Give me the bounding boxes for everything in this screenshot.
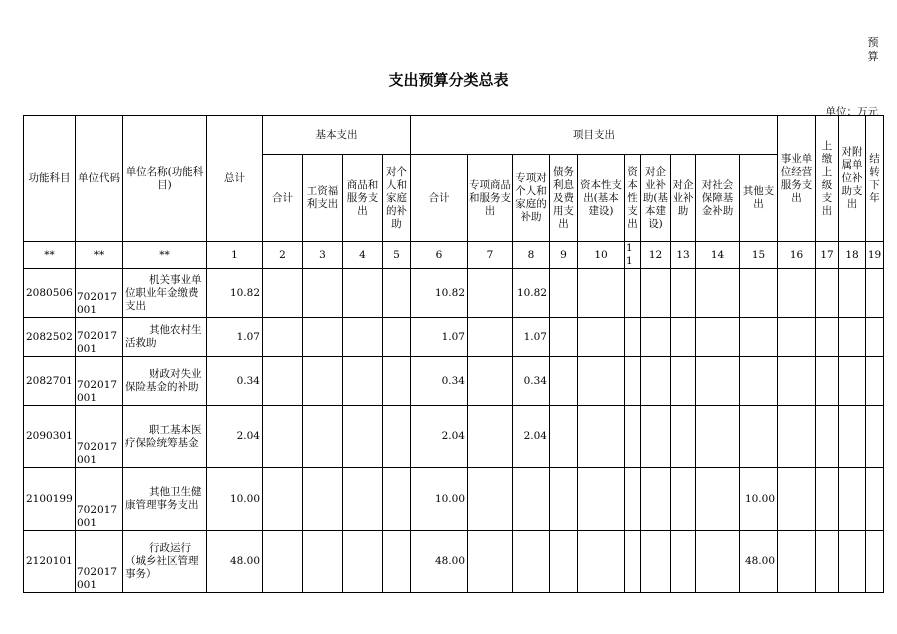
row-project-other: 48.00 [740, 531, 778, 593]
empty-cell [816, 357, 839, 406]
index-cell: ** [76, 242, 123, 269]
empty-cell [343, 269, 383, 318]
empty-cell [578, 406, 625, 468]
header-project-goods: 专项商品和服务支出 [468, 155, 513, 242]
empty-cell [839, 531, 866, 593]
empty-cell [839, 468, 866, 531]
row-project-personal [513, 468, 550, 531]
empty-cell [866, 468, 884, 531]
empty-cell [383, 357, 411, 406]
index-cell: 2 [263, 242, 303, 269]
empty-cell [263, 468, 303, 531]
empty-cell [696, 406, 740, 468]
empty-cell [468, 357, 513, 406]
row-unit-name: 财政对失业保险基金的补助 [123, 357, 207, 406]
row-unit-code: 702017001 [76, 468, 123, 531]
empty-cell [468, 468, 513, 531]
empty-cell [303, 318, 343, 357]
row-project-other [740, 357, 778, 406]
empty-cell [839, 406, 866, 468]
row-project-total: 0.34 [411, 357, 468, 406]
index-cell: 16 [778, 242, 816, 269]
row-project-other: 10.00 [740, 468, 778, 531]
empty-cell [816, 531, 839, 593]
index-cell: 13 [671, 242, 696, 269]
empty-cell [625, 406, 641, 468]
empty-cell [778, 406, 816, 468]
row-project-other [740, 406, 778, 468]
row-project-personal: 2.04 [513, 406, 550, 468]
index-cell: 14 [696, 242, 740, 269]
row-project-personal: 0.34 [513, 357, 550, 406]
header-project-other: 其他支出 [740, 155, 778, 242]
empty-cell [866, 318, 884, 357]
row-total: 48.00 [207, 531, 263, 593]
index-cell: ** [123, 242, 207, 269]
row-unit-code: 702017001 [76, 406, 123, 468]
empty-cell [550, 357, 578, 406]
row-project-total: 1.07 [411, 318, 468, 357]
empty-cell [303, 468, 343, 531]
header-project-enterprise-build: 对企业补助(基本建设) [641, 155, 671, 242]
empty-cell [778, 318, 816, 357]
index-cell: 5 [383, 242, 411, 269]
empty-cell [383, 531, 411, 593]
header-project-debt: 债务利息及费用支出 [550, 155, 578, 242]
index-cell: 7 [468, 242, 513, 269]
empty-cell [303, 531, 343, 593]
empty-cell [816, 269, 839, 318]
header-unit-name: 单位名称(功能科目) [123, 116, 207, 242]
empty-cell [263, 406, 303, 468]
header-project-group: 项目支出 [411, 116, 778, 155]
empty-cell [671, 531, 696, 593]
header-project-social-fund: 对社会保障基金补助 [696, 155, 740, 242]
row-unit-name: 其他农村生活救助 [123, 318, 207, 357]
empty-cell [263, 318, 303, 357]
row-project-total: 10.00 [411, 468, 468, 531]
empty-cell [696, 531, 740, 593]
empty-cell [625, 468, 641, 531]
empty-cell [816, 468, 839, 531]
empty-cell [343, 468, 383, 531]
empty-cell [578, 468, 625, 531]
row-project-personal [513, 531, 550, 593]
empty-cell [839, 269, 866, 318]
empty-cell [468, 531, 513, 593]
header-unit-code: 单位代码 [76, 116, 123, 242]
row-unit-name: 其他卫生健康管理事务支出 [123, 468, 207, 531]
empty-cell [550, 468, 578, 531]
budget-table [23, 115, 884, 593]
index-cell: 1 [207, 242, 263, 269]
empty-cell [696, 269, 740, 318]
empty-cell [578, 531, 625, 593]
header-func-subject: 功能科目 [24, 116, 76, 242]
row-unit-name: 行政运行（城乡社区管理事务） [123, 531, 207, 593]
empty-cell [641, 406, 671, 468]
row-unit-code: 702017001 [76, 318, 123, 357]
empty-cell [641, 318, 671, 357]
empty-cell [839, 357, 866, 406]
empty-cell [839, 318, 866, 357]
index-cell: 8 [513, 242, 550, 269]
empty-cell [696, 357, 740, 406]
empty-cell [383, 318, 411, 357]
row-total: 2.04 [207, 406, 263, 468]
row-project-personal: 10.82 [513, 269, 550, 318]
empty-cell [343, 357, 383, 406]
empty-cell [263, 269, 303, 318]
empty-cell [343, 406, 383, 468]
index-cell: 6 [411, 242, 468, 269]
empty-cell [866, 269, 884, 318]
header-basic-total: 合计 [263, 155, 303, 242]
row-unit-code: 702017001 [76, 269, 123, 318]
empty-cell [671, 468, 696, 531]
empty-cell [578, 269, 625, 318]
unit-label: 单位：万元 [825, 106, 878, 118]
corner-label: 预算 [867, 36, 879, 63]
header-enterprise-service: 事业单位经营服务支出 [778, 116, 816, 242]
empty-cell [866, 531, 884, 593]
row-project-total: 48.00 [411, 531, 468, 593]
table-row [24, 357, 884, 406]
empty-cell [625, 269, 641, 318]
row-total: 0.34 [207, 357, 263, 406]
row-project-other [740, 269, 778, 318]
row-func-code: 2082502 [24, 318, 76, 357]
header-project-personal: 专项对个人和家庭的补助 [513, 155, 550, 242]
header-project-total: 合计 [411, 155, 468, 242]
empty-cell [641, 468, 671, 531]
row-total: 10.82 [207, 269, 263, 318]
empty-cell [641, 531, 671, 593]
header-row-group [24, 116, 884, 155]
empty-cell [816, 318, 839, 357]
empty-cell [625, 318, 641, 357]
header-project-capital: 资本性支出 [625, 155, 641, 242]
empty-cell [343, 318, 383, 357]
empty-cell [468, 269, 513, 318]
header-basic-group: 基本支出 [263, 116, 411, 155]
page-title: 支出预算分类总表 [388, 71, 509, 89]
empty-cell [696, 468, 740, 531]
row-project-personal: 1.07 [513, 318, 550, 357]
empty-cell [625, 357, 641, 406]
row-project-total: 10.82 [411, 269, 468, 318]
index-cell: 18 [839, 242, 866, 269]
table-row [24, 318, 884, 357]
header-carry-forward: 结转下年 [866, 116, 884, 242]
row-func-code: 2100199 [24, 468, 76, 531]
index-cell: 11 [625, 242, 641, 269]
index-cell: 12 [641, 242, 671, 269]
table-row [24, 531, 884, 593]
row-total: 10.00 [207, 468, 263, 531]
empty-cell [383, 269, 411, 318]
table-row [24, 406, 884, 468]
empty-cell [550, 406, 578, 468]
header-subsidiary-subsidy: 对附属单位补助支出 [839, 116, 866, 242]
empty-cell [671, 318, 696, 357]
empty-cell [696, 318, 740, 357]
index-cell: 4 [343, 242, 383, 269]
empty-cell [671, 357, 696, 406]
table-row [24, 468, 884, 531]
index-cell: 15 [740, 242, 778, 269]
index-cell: 3 [303, 242, 343, 269]
empty-cell [641, 269, 671, 318]
index-cell: 17 [816, 242, 839, 269]
empty-cell [778, 269, 816, 318]
empty-cell [625, 531, 641, 593]
index-cell: ** [24, 242, 76, 269]
header-basic-goods: 商品和服务支出 [343, 155, 383, 242]
empty-cell [778, 357, 816, 406]
empty-cell [671, 406, 696, 468]
row-func-code: 2080506 [24, 269, 76, 318]
empty-cell [468, 318, 513, 357]
empty-cell [641, 357, 671, 406]
empty-cell [468, 406, 513, 468]
row-unit-code: 702017001 [76, 531, 123, 593]
row-unit-code: 702017001 [76, 357, 123, 406]
empty-cell [866, 406, 884, 468]
row-total: 1.07 [207, 318, 263, 357]
row-unit-name: 职工基本医疗保险统筹基金 [123, 406, 207, 468]
empty-cell [263, 357, 303, 406]
row-unit-name: 机关事业单位职业年金缴费支出 [123, 269, 207, 318]
empty-cell [816, 406, 839, 468]
empty-cell [383, 406, 411, 468]
empty-cell [550, 269, 578, 318]
index-cell: 19 [866, 242, 884, 269]
empty-cell [303, 406, 343, 468]
table-row [24, 269, 884, 318]
empty-cell [778, 531, 816, 593]
empty-cell [671, 269, 696, 318]
empty-cell [343, 531, 383, 593]
empty-cell [263, 531, 303, 593]
header-total: 总计 [207, 116, 263, 242]
row-project-other [740, 318, 778, 357]
empty-cell [550, 531, 578, 593]
header-submit-upper: 上缴上级支出 [816, 116, 839, 242]
empty-cell [578, 318, 625, 357]
header-project-enterprise: 对企业补助 [671, 155, 696, 242]
empty-cell [550, 318, 578, 357]
row-func-code: 2120101 [24, 531, 76, 593]
header-basic-wages: 工资福利支出 [303, 155, 343, 242]
empty-cell [778, 468, 816, 531]
row-project-total: 2.04 [411, 406, 468, 468]
index-row [24, 242, 884, 269]
row-func-code: 2090301 [24, 406, 76, 468]
row-func-code: 2082701 [24, 357, 76, 406]
empty-cell [303, 269, 343, 318]
empty-cell [383, 468, 411, 531]
empty-cell [866, 357, 884, 406]
empty-cell [578, 357, 625, 406]
empty-cell [303, 357, 343, 406]
header-basic-personal: 对个人和家庭的补助 [383, 155, 411, 242]
index-cell: 9 [550, 242, 578, 269]
index-cell: 10 [578, 242, 625, 269]
header-project-capital-build: 资本性支出(基本建设) [578, 155, 625, 242]
